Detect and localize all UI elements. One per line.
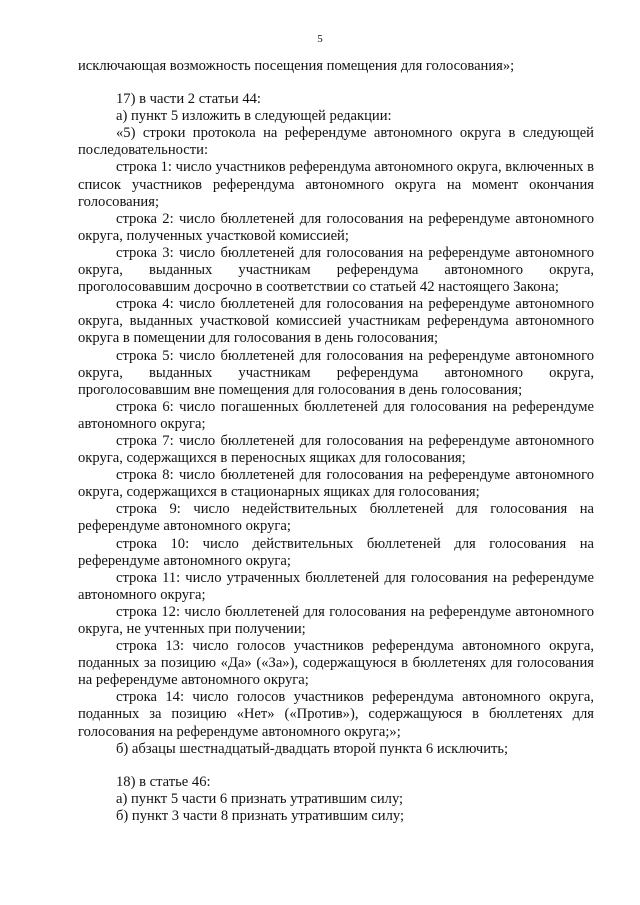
paragraph: строка 2: число бюллетеней для голосования на референдуме автономного округа, полученных участковой комиссией; xyxy=(78,210,594,244)
paragraph: строка 7: число бюллетеней для голосования на референдуме автономного округа, содержащихся в переносных ящиках для голосования; xyxy=(78,432,594,467)
paragraph: строка 1: число участников референдума автономного округа, включенных в список участников референдума автономного округа на момент окончания голосования; xyxy=(78,159,594,210)
paragraph: 18) в статье 46: xyxy=(116,773,211,790)
paragraph: строка 4: число бюллетеней для голосования на референдуме автономного округа, выданных участковой комиссией участникам референдума автономного округа в помещении для голосования в день голосования; xyxy=(78,296,594,347)
paragraph: строка 11: число утраченных бюллетеней для голосования на референдуме автономного округа; xyxy=(78,569,594,603)
paragraph: б) пункт 3 части 8 признать утратившим силу; xyxy=(116,807,405,824)
paragraph: строка 8: число бюллетеней для голосования на референдуме автономного округа, содержащихся в стационарных ящиках для голосования; xyxy=(78,467,594,501)
document-body xyxy=(78,58,594,825)
paragraph: строка 6: число погашенных бюллетеней для голосования на референдуме автономного округа; xyxy=(78,398,594,432)
paragraph: строка 9: число недействительных бюллетеней для голосования на референдуме автономного округа; xyxy=(78,501,594,535)
page-number: 5 xyxy=(317,33,323,45)
paragraph: 17) в части 2 статьи 44: xyxy=(116,91,261,108)
paragraph: а) пункт 5 части 6 признать утратившим силу; xyxy=(116,790,404,807)
paragraph: строка 10: число действительных бюллетеней для голосования на референдуме автономного округа; xyxy=(78,535,594,569)
paragraph: строка 12: число бюллетеней для голосования на референдуме автономного округа, не учтенных при получении; xyxy=(78,603,594,637)
paragraph: а) пункт 5 изложить в следующей редакции: xyxy=(116,108,392,125)
paragraph: б) абзацы шестнадцатый-двадцать второй пункта 6 исключить; xyxy=(116,740,509,757)
paragraph: строка 5: число бюллетеней для голосования на референдуме автономного округа, выданных участникам референдума автономного округа, проголосовавшим вне помещения для голосования в день голосования; xyxy=(78,347,594,398)
paragraph: «5) строки протокола на референдуме автономного округа в следующей последовательности: xyxy=(78,125,594,159)
paragraph: исключающая возможность посещения помещения для голосования»; xyxy=(78,58,515,74)
paragraph: строка 3: число бюллетеней для голосования на референдуме автономного округа, выданных участникам референдума автономного округа, проголосовавшим досрочно в соответствии со статьей 42 настоящего Закона; xyxy=(78,244,594,296)
paragraph: строка 13: число голосов участников референдума автономного округа, поданных за позицию «Да» («За»), содержащуюся в бюллетенях для голосования на референдуме автономного округа; xyxy=(78,638,594,689)
paragraph: строка 14: число голосов участников референдума автономного округа, поданных за позицию «Нет» («Против»), содержащуюся в бюллетенях для голосования на референдуме автономного округа;»; xyxy=(78,689,594,740)
